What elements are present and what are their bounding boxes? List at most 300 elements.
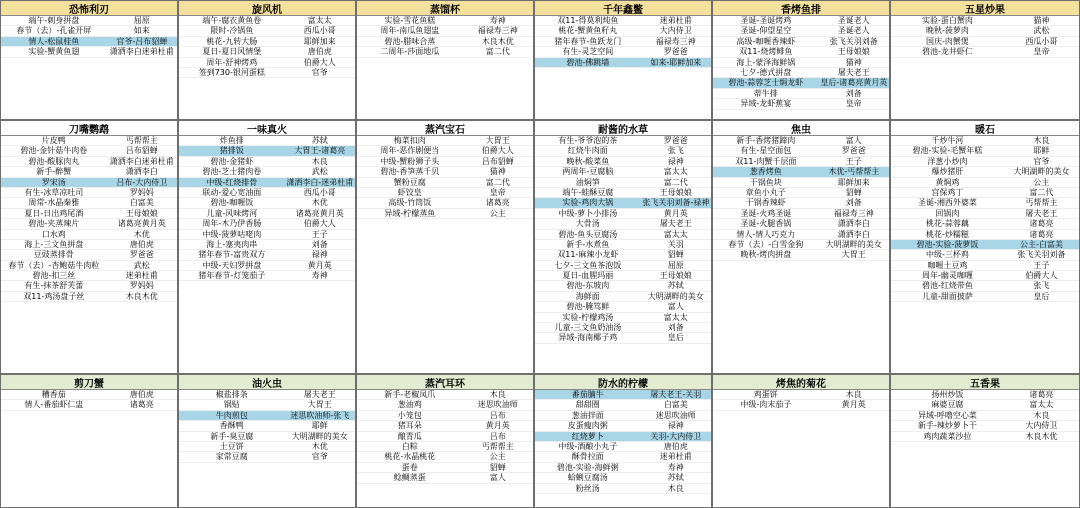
chef-name: 木良 [311,156,328,166]
table-row [891,250,1079,260]
panel-title: 暖石 [891,121,1079,136]
table-row [891,37,1079,47]
dish-name: 春节（去）-白雪金狗 [728,239,804,249]
chef-name: 禄神 [667,156,684,166]
dish-name: 炸鱼排 [219,136,244,145]
table-row [179,167,355,177]
chef-name: 丐帮帮主 [481,441,514,451]
dish-name: 情人-情人巧克力 [736,229,796,239]
dish-name: 油焖笋 [575,177,600,187]
chef-name: 王母娘娘 [125,208,158,218]
table-row [891,292,1079,302]
table-row [535,37,711,47]
chef-name: 黄月英 [307,260,332,270]
dish-name: 周年-恶作剧便当 [380,146,440,156]
chef-name: 潇洒李白迷弟杜甫 [109,47,174,57]
panel-rows [1,136,177,302]
chef-name: 木优-丐帮帮主 [828,167,880,177]
dish-name: 桃花-蒜蓉藕 [925,219,969,229]
table-row [713,219,889,229]
chef-name: 黄月英 [485,421,510,431]
chef-name: 猫神 [1033,16,1050,25]
dish-name: 碧池-红烧带鱼 [921,281,973,291]
dish-name: 碧池-佛跳墙 [566,57,610,67]
chef-name: 张飞 [667,146,684,156]
chef-name: 屠夫老王 [837,67,870,77]
dish-name: 双11-麻辣小龙虾 [557,250,619,260]
table-row [1,390,177,400]
dish-name: 新手-臭豆腐 [210,431,254,441]
dish-name: 中级-酒酿小丸子 [558,441,618,451]
chef-name: 官爷-吕布貂蝉 [116,36,168,46]
table-row [179,26,355,36]
panel-rows [357,16,533,58]
chef-name: 官爷 [311,452,328,462]
chef-name: 王子 [845,156,862,166]
chef-name: 木良木优 [481,36,514,46]
chef-name: 富人 [845,136,862,145]
chef-name: 福禄寿三神 [477,26,518,36]
panel-rows [891,136,1079,302]
highlighted-row [179,146,355,156]
table-row [179,58,355,68]
table-row [891,146,1079,156]
dish-name: 圣诞-圣诞烤鸡 [740,16,792,25]
dish-name: 中级-蟹粉狮子头 [380,156,440,166]
dish-name: 猪年春节-灯笼茄子 [198,271,266,281]
menu-panel [534,374,712,508]
dish-name: 端午-蛙酥豆腐 [562,187,614,197]
dish-name: 两周年-豆腐脑 [562,167,614,177]
chef-name: 木良木优 [125,291,158,301]
chef-name: 诸葛亮 [485,198,510,208]
chef-name: 吕布 [489,431,506,441]
dish-name: 糟香茄 [41,390,66,399]
table-row [1,240,177,250]
dish-name: 新手-老椒凤爪 [384,390,436,399]
table-row [179,198,355,208]
menu-panel [178,120,356,374]
chef-name: 丐帮帮主 [1025,198,1058,208]
chef-name: 貂蝉 [845,187,862,197]
table-row [535,400,711,410]
panel-rows [535,390,711,494]
chef-name: 王母娘娘 [837,47,870,57]
dish-name: 红烧萝卜 [571,431,604,441]
dish-name: 猪年春节-鱼跃龙门 [554,36,622,46]
dish-name: 蛤蜊豆腐汤 [567,473,608,483]
panel-title: 千年鑫鳖 [535,1,711,16]
chef-name: 耶鲜 [311,421,328,431]
chef-name: 诸葛亮黄月英 [295,208,344,218]
dish-name: 周年-舒神烤鸡 [206,57,258,67]
table-row [179,219,355,229]
dish-name: 海上-蒙泽海鲜锅 [736,57,796,67]
chef-name: 关羽-大内侍卫 [650,431,702,441]
dish-name: 章鱼小丸子 [745,187,786,197]
highlighted-row [1,37,177,47]
dish-name: 春节（去）-杏鲍菇牛肉粒 [8,260,100,270]
dish-name: 爆炒猪肝 [931,167,964,177]
dish-name: 黄焖鸡 [935,177,960,187]
chef-name: 大明湖畔的美女 [291,431,348,441]
dish-name: 周年-南瓜鱼翅盅 [380,26,440,36]
table-row [535,313,711,323]
dish-name: 碧池-金针菇牛肉卷 [20,146,88,156]
menu-panel [712,0,890,120]
dish-name: 红烧牛肉面 [567,146,608,156]
table-row [1,219,177,229]
table-row [713,136,889,146]
dish-name: 碧池-龙井虾仁 [921,47,973,57]
dish-name: 中级-天妇罗拼盘 [202,260,262,270]
table-row [713,99,889,109]
dish-name: 二周年-莎面地瓜 [380,47,440,57]
dish-name: 周年-木乃伊香肠 [202,219,262,229]
dish-name: 香酥鸭 [219,421,244,431]
panel-title: 油火虫 [179,375,355,390]
chef-name: 猫神 [489,167,506,177]
chef-name: 耶鲜加来 [837,177,870,187]
dish-name: 海上-三文鱼拼盘 [24,239,84,249]
dish-name: 碧池-东坡肉 [566,281,610,291]
table-row [357,473,533,483]
table-row [891,26,1079,36]
menu-panel [356,374,534,508]
chef-name: 富太太 [663,229,688,239]
table-row [535,271,711,281]
dish-name: 新手-醉蟹 [36,167,72,177]
table-row [535,463,711,473]
dish-name: 圣诞-湘西外婆菜 [917,198,977,208]
chef-name: 皇后 [667,333,684,343]
table-row [1,167,177,177]
table-row [535,323,711,333]
chef-name: 木良 [845,390,862,399]
dish-name: 鸡肉蔬菜沙拉 [923,431,972,441]
table-row [535,411,711,421]
dish-name: 有生-星空面包 [740,146,792,156]
table-row [357,421,533,431]
chef-name: 大明湖畔的美女 [825,239,882,249]
chef-name: 大内侍卫 [659,26,692,36]
table-row [179,271,355,281]
dish-name: 口水鸡 [41,229,66,239]
table-row [713,390,889,400]
table-row [535,292,711,302]
panel-rows [179,136,355,281]
dish-name: 高级-竹筒饭 [388,198,432,208]
dish-name: 酥骨拉面 [571,452,604,462]
highlighted-row [179,411,355,421]
dish-name: 猪排饭 [219,146,244,156]
chef-name: 屠夫老王 [303,390,336,399]
dish-name: 甜甜圈 [575,400,600,410]
table-row [179,136,355,146]
chef-name: 貂蝉 [667,250,684,260]
panel-title: 蒸汽耳环 [357,375,533,390]
dish-name: 宫保鸡丁 [931,187,964,197]
table-row [535,333,711,343]
chef-name: 耶鲜 [1033,146,1050,156]
chef-name: 木优 [311,198,328,208]
panel-rows [1,390,177,411]
chef-name: 富太太 [307,16,332,25]
table-row [357,136,533,146]
table-row [891,198,1079,208]
chef-name: 罗爸爸 [841,146,866,156]
chef-name: 吕布貂蝉 [125,146,158,156]
dish-name: 干锅香辣虾 [745,198,786,208]
table-row [1,26,177,36]
menu-panel [890,0,1080,120]
table-row [535,188,711,198]
table-row [357,390,533,400]
menu-panel [890,120,1080,374]
dish-name: 虾饺皇 [397,187,422,197]
dish-name: 碧池-金猪虾 [210,156,254,166]
chef-name: 西瓜小哥 [303,187,336,197]
table-row [535,261,711,271]
chef-name: 寿神 [311,271,328,281]
chef-name: 白富美 [663,400,688,410]
dish-name: 晚秋-菠萝肉 [925,26,969,36]
chef-name: 木良 [489,390,506,399]
table-row [891,230,1079,240]
chef-name: 武松 [1033,26,1050,36]
chef-name: 刘备 [845,198,862,208]
dish-name: 碧池-芝士猪肉卷 [202,167,262,177]
panel-title: 剪刀蟹 [1,375,177,390]
chef-name: 木良木优 [1025,431,1058,441]
dish-name: 有生-冰草凉吐司 [24,187,84,197]
table-row [1,198,177,208]
table-row [713,400,889,410]
chef-name: 公主-白富美 [1019,239,1063,249]
table-row [535,157,711,167]
table-row [535,240,711,250]
table-row [713,146,889,156]
panel-title: 五香果 [891,375,1079,390]
dish-name: 梅菜扣肉 [393,136,426,145]
table-row [713,26,889,36]
dish-name: 圣诞-火腿香锅 [740,219,792,229]
panel-rows [891,390,1079,442]
chef-name: 罗爸爸 [663,47,688,57]
dish-name: 双11-肉蟹千层面 [735,156,797,166]
dish-name: 小笼包 [397,410,422,420]
chef-name: 圣诞老人 [837,26,870,36]
dish-name: 椒盐排条 [215,390,248,399]
table-row [179,442,355,452]
panel-rows [179,390,355,463]
highlighted-row [535,390,711,400]
table-row [891,261,1079,271]
chef-name: 唐伯虎 [129,239,154,249]
panel-title: 耐酱的水草 [535,121,711,136]
dish-name: 周年-幽灵咖喱 [921,271,973,281]
table-row [535,421,711,431]
dish-name: 海上-塞夷肉串 [206,239,258,249]
chef-name: 富太太 [663,312,688,322]
chef-name: 猫神 [845,57,862,67]
table-row [357,26,533,36]
chef-name: 木良 [667,483,684,493]
chef-name: 潇洒李白 [125,167,158,177]
chef-name: 苏轼 [667,473,684,483]
panel-rows [357,390,533,484]
chef-name: 福禄寿三神 [655,36,696,46]
panel-title: 香烤鱼排 [713,1,889,16]
dish-name: 双11-鸡汤盘子丝 [23,291,85,301]
dish-name: 异域-呼噜空心菜 [917,410,977,420]
dish-name: 儿童-风味烤河 [206,208,258,218]
dish-name: 千炒牛河 [931,136,964,145]
table-row [357,167,533,177]
table-row [357,442,533,452]
dish-name: 白粽 [401,441,418,451]
dish-name: 夏日-血腥玛丽 [562,271,614,281]
table-row [535,136,711,146]
chef-name: 福禄寿三神 [833,208,874,218]
highlighted-row [535,198,711,208]
highlighted-row [535,58,711,68]
table-row [713,16,889,26]
chef-name: 武松 [311,167,328,177]
dish-name: 葱香烤鱼 [749,167,782,177]
chef-name: 伯爵大人 [1025,271,1058,281]
table-row [713,188,889,198]
dish-name: 新手-水煮鱼 [566,239,610,249]
panel-title: 一味真火 [179,121,355,136]
chef-name: 富二代 [485,177,510,187]
dish-name: 碧池-实验-毛蟹年糕 [912,146,983,156]
chef-name: 罗妈妈 [129,187,154,197]
table-row [713,240,889,250]
panel-title: 防水的柠檬 [535,375,711,390]
table-row [535,219,711,229]
dish-name: 限时-冷锅鱼 [210,26,254,36]
chef-name: 貂蝉 [489,462,506,472]
table-row [1,292,177,302]
chef-name: 西瓜小哥 [303,26,336,36]
highlighted-row [1,178,177,188]
panel-rows [179,16,355,78]
table-row [179,16,355,26]
panel-rows [1,16,177,58]
panel-rows [713,390,889,411]
table-row [357,178,533,188]
dish-name: 咖喱土豆鸡 [927,260,968,270]
chef-name: 关羽 [667,239,684,249]
dish-name: 异域-柠檬蒸鱼 [384,208,436,218]
table-row [179,432,355,442]
table-row [713,47,889,57]
table-row [357,432,533,442]
dish-name: 酿青瓜 [397,431,422,441]
menu-panel [890,374,1080,508]
table-row [891,432,1079,442]
chef-name: 王母娘娘 [659,271,692,281]
table-row [535,302,711,312]
chef-name: 大明湖畔的美女 [647,291,704,301]
chef-name: 潇洒李白 [837,229,870,239]
chef-name: 迷思吹油师 [477,400,518,410]
chef-name: 大胃王 [485,136,510,145]
panel-title: 蒸汽宝石 [357,121,533,136]
table-row [357,452,533,462]
chef-name: 耶鲜加来 [303,36,336,46]
dish-name: 圣诞-火鸡圣诞 [740,208,792,218]
dish-name: 桃花-蟹黄鱼籽丸 [558,26,618,36]
table-row [1,136,177,146]
table-row [535,178,711,188]
chef-name: 大胃王 [841,250,866,260]
table-row [535,209,711,219]
chef-name: 潇洒李白迷弟杜甫 [109,156,174,166]
dish-name: 碧池-腌笃鲜 [566,302,610,312]
dish-name: 鸡蛋饼 [753,390,778,399]
dish-name: 春节（去）-孔雀开屏 [16,26,92,36]
dish-name: 扬州炒饭 [931,390,964,399]
chef-name: 王子 [311,229,328,239]
dish-name: 葱油鸡 [397,400,422,410]
chef-name: 木优 [133,229,150,239]
panel-rows [713,16,889,110]
chef-name: 皇后 [1033,291,1050,301]
chef-name: 吕布 [489,410,506,420]
chef-name: 西瓜小哥 [1025,36,1058,46]
table-row [179,261,355,271]
menu-panel [534,120,712,374]
table-row [357,16,533,26]
chef-name: 迷弟杜甫 [659,452,692,462]
dish-name: 碧池-夹蒸辣片 [28,219,80,229]
table-row [1,281,177,291]
table-row [179,452,355,462]
chef-name: 苏轼 [667,281,684,291]
table-row [1,146,177,156]
dish-name: 回锅肉 [935,208,960,218]
panel-title: 焦虫 [713,121,889,136]
table-row [1,16,177,26]
table-row [535,167,711,177]
dish-name: 端午-刺身拼盘 [28,16,80,25]
table-row [357,157,533,167]
chef-name: 迷思吹油师-张飞 [290,410,350,420]
table-row [357,47,533,57]
chef-name: 黄月英 [841,400,866,410]
chef-name: 皇帝 [489,187,506,197]
dish-name: 联动-爱心宽油面 [202,187,262,197]
table-row [713,37,889,47]
dish-name: 洋葱小炒肉 [927,156,968,166]
chef-name: 屈原 [133,16,150,25]
table-row [891,400,1079,410]
dish-name: 蟹粉豆腐 [393,177,426,187]
dish-name: 片皮鸭 [41,136,66,145]
chef-name: 张飞关羽刘备 [829,36,878,46]
chef-name: 大明湖畔的美女 [1013,167,1070,177]
dish-name: 桃花-炒糯糍 [925,229,969,239]
table-row [891,136,1079,146]
dish-name: 双11-得莫利炖鱼 [557,16,619,25]
dish-name: 皮蛋瘦肉粥 [567,421,608,431]
panel-rows [891,16,1079,58]
chef-name: 木良 [1033,410,1050,420]
table-row [713,68,889,78]
table-row [179,250,355,260]
